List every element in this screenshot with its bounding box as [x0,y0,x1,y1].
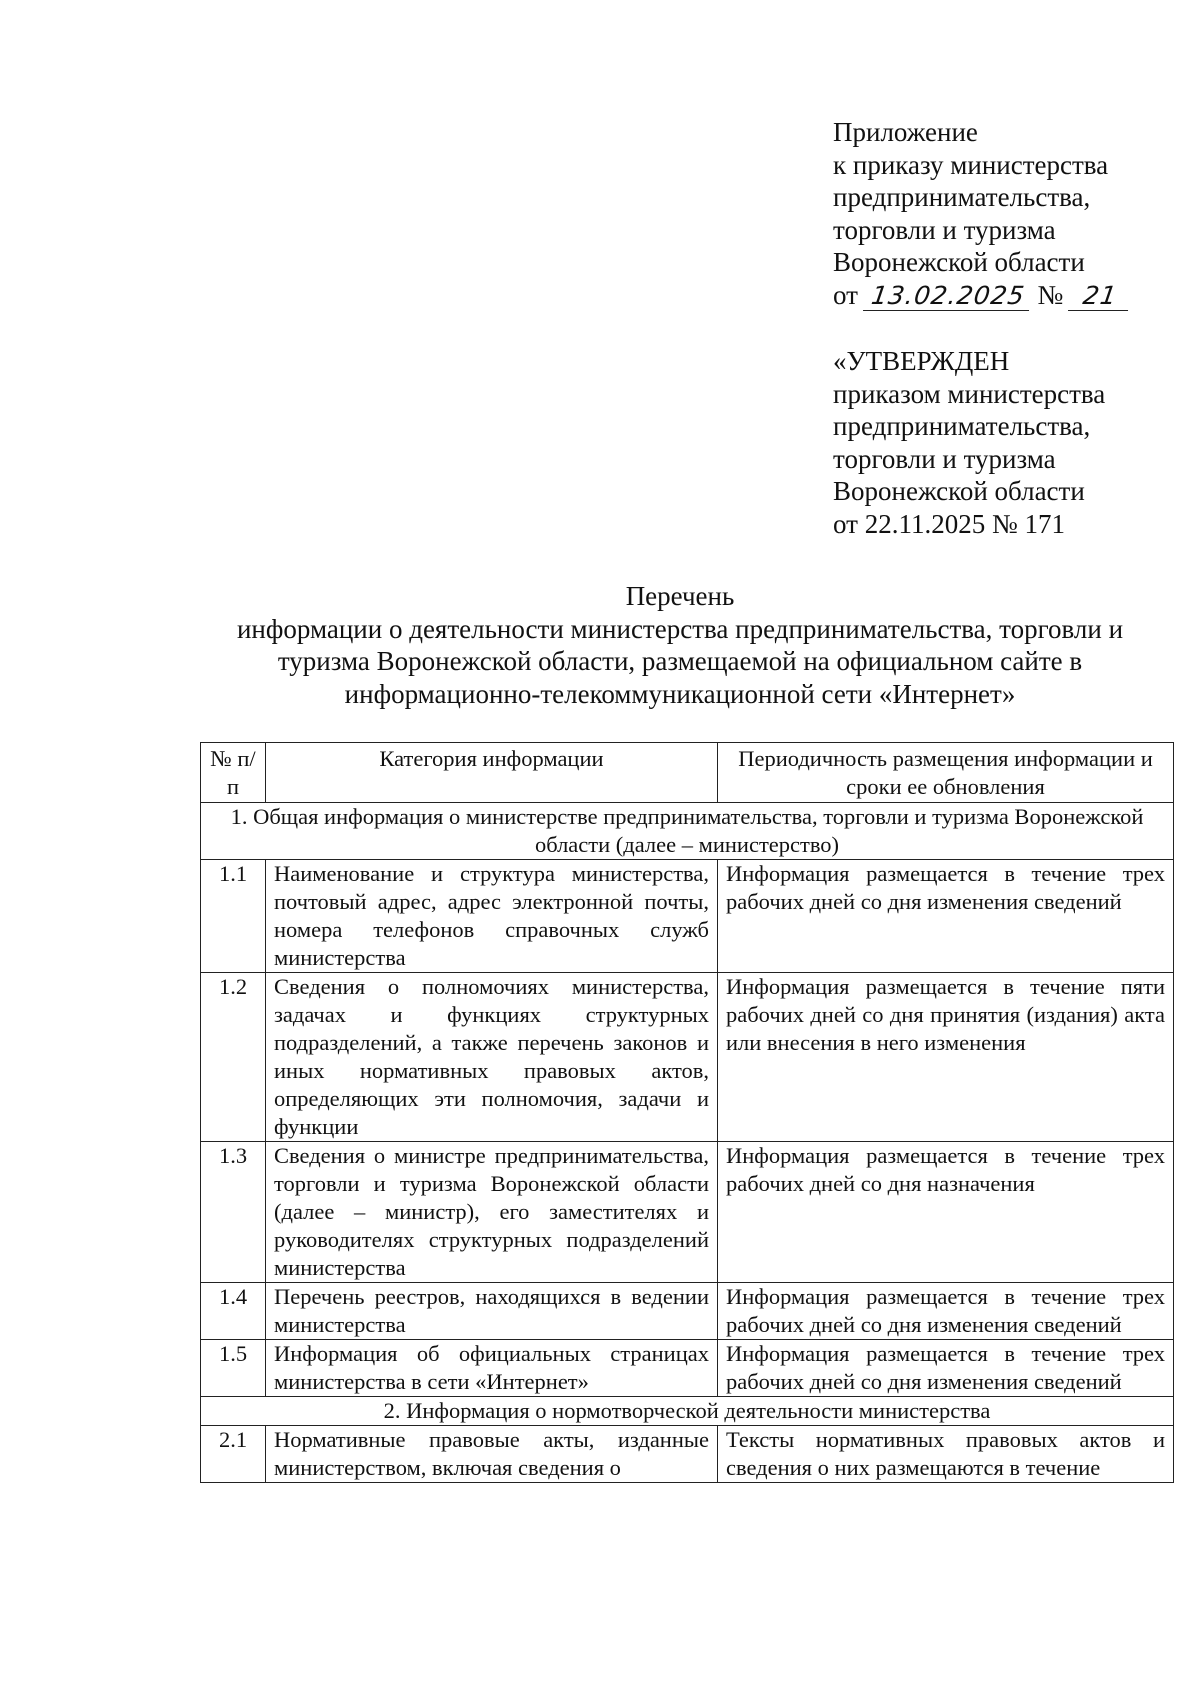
table-row [201,1283,1174,1340]
handwritten-number: 21 [1068,282,1132,311]
row-number: 1.5 [201,1340,266,1397]
table-row [201,973,1174,1142]
approved-line: Воронежской области [833,476,1085,506]
row-category: Сведения о министре предпринимательства, торговли и туризма Воронежской области (далее – министр), его заместителях и руководителях структурных подразделений министерства [266,1142,718,1283]
appendix-line: Приложение [833,117,978,147]
row-number: 1.3 [201,1142,266,1283]
title-subtitle-line: туризма Воронежской области, размещаемой на официальном сайте в [277,646,1083,676]
appendix-line: к приказу министерства [833,149,1109,180]
row-number: 1.2 [201,973,266,1142]
row-category: Перечень реестров, находящихся в ведении министерства [266,1283,718,1340]
header-periodicity: Периодичность размещения информации и сроки ее обновления [718,743,1174,803]
section-row [201,803,1174,860]
number-sign: № [1037,279,1064,310]
information-table [200,742,1174,1483]
row-number: 1.4 [201,1283,266,1340]
approved-line: «УТВЕРЖДЕН [833,346,1010,376]
appendix-line: торговли и туризма [833,214,1056,245]
row-category: Наименование и структура министерства, почтовый адрес, адрес электронной почты, номера телефонов справочных служб министерства [266,860,718,973]
row-category: Нормативные правовые акты, изданные министерством, включая сведения о [266,1426,718,1483]
row-periodicity: Информация размещается в течение трех рабочих дней со дня изменения сведений [718,1283,1174,1340]
approved-block [833,345,1163,540]
table-row [201,860,1174,973]
row-periodicity: Информация размещается в течение пяти рабочих дней со дня принятия (издания) акта или внесения в него изменения [718,973,1174,1142]
row-number: 2.1 [201,1426,266,1483]
title-heading: Перечень [625,581,735,611]
header-number: № п/п [201,743,266,803]
approved-line: приказом министерства [833,378,1106,409]
title-subtitle-line: информации о деятельности министерства предпринимательства, торговли и [236,613,1124,644]
section-row [201,1397,1174,1426]
section-title: 2. Информация о нормотворческой деятельности министерства [201,1397,1174,1426]
approved-line: торговли и туризма [833,443,1056,474]
table-header-row [201,743,1174,803]
row-category: Сведения о полномочиях министерства, задачах и функциях структурных подразделений, а также перечень законов и иных нормативных правовых актов, определяющих эти полномочия, задачи и функции [266,973,718,1142]
date-prefix: от [833,279,858,310]
row-periodicity: Информация размещается в течение трех рабочих дней со дня назначения [718,1142,1174,1283]
row-periodicity: Информация размещается в течение трех рабочих дней со дня изменения сведений [718,860,1174,973]
row-periodicity: Информация размещается в течение трех рабочих дней со дня изменения сведений [718,1340,1174,1397]
row-number: 1.1 [201,860,266,973]
handwritten-date: 13.02.2025 [863,282,1033,311]
appendix-block [833,116,1163,311]
approved-line: от 22.11.2025 № 171 [833,508,1065,539]
document-title [190,580,1170,710]
appendix-date-line [833,279,1163,312]
row-category: Информация об официальных страницах министерства в сети «Интернет» [266,1340,718,1397]
title-subtitle-line: информационно-телекоммуникационной сети «Интернет» [344,678,1016,709]
appendix-line: Воронежской области [833,247,1085,277]
appendix-line: предпринимательства, [833,182,1091,212]
table-row [201,1426,1174,1483]
table-row [201,1142,1174,1283]
approved-line: предпринимательства, [833,411,1091,441]
table-row [201,1340,1174,1397]
row-periodicity: Тексты нормативных правовых актов и сведения о них размещаются в течение [718,1426,1174,1483]
header-category: Категория информации [266,743,718,803]
section-title: 1. Общая информация о министерстве предпринимательства, торговли и туризма Воронежской области (далее – министерство) [201,803,1174,860]
